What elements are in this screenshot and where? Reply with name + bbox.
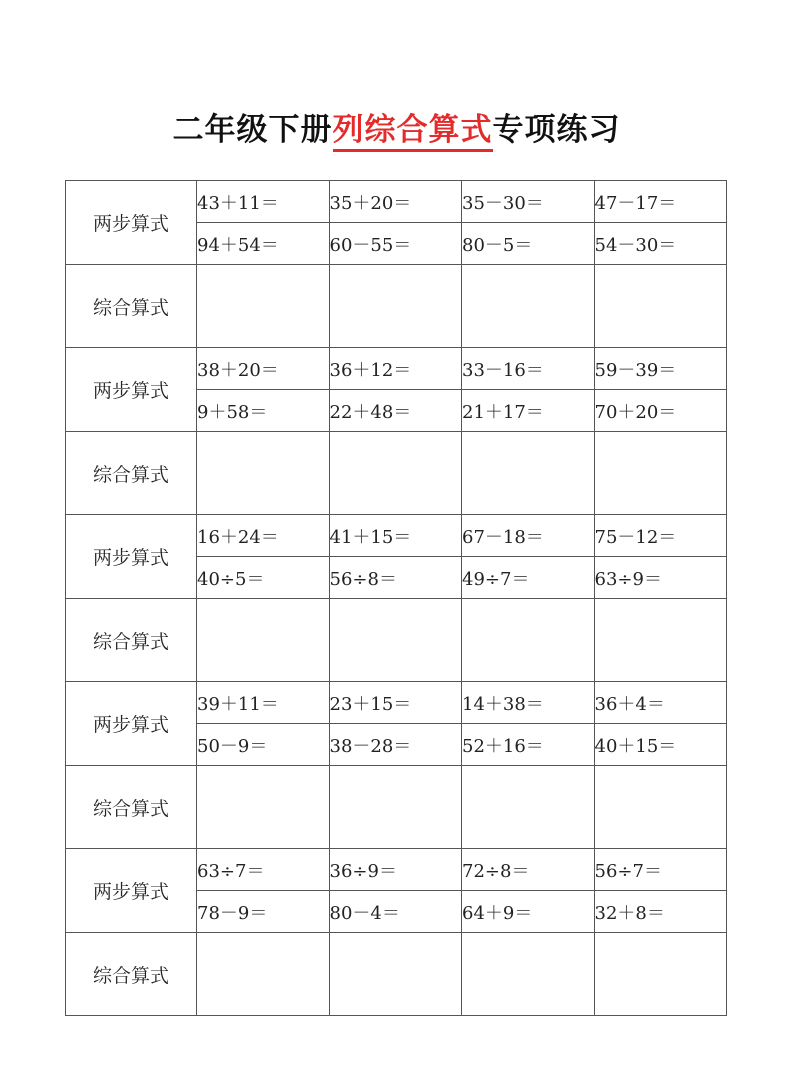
combined-row — [66, 766, 727, 849]
combined-label: 综合算式 — [66, 432, 197, 515]
answer-cell[interactable] — [594, 933, 727, 1016]
answer-cell[interactable] — [329, 599, 462, 682]
equation-cell: 39＋11＝ — [197, 682, 330, 724]
equation-cell: 94＋54＝ — [197, 223, 330, 265]
equation-cell: 49÷7＝ — [462, 557, 595, 599]
equation-cell: 63÷9＝ — [594, 557, 727, 599]
combined-label: 综合算式 — [66, 599, 197, 682]
combined-row — [66, 265, 727, 348]
answer-cell[interactable] — [594, 265, 727, 348]
answer-cell[interactable] — [594, 766, 727, 849]
two-step-row — [66, 682, 727, 724]
answer-cell[interactable] — [462, 432, 595, 515]
answer-cell[interactable] — [329, 265, 462, 348]
title-suffix: 专项练习 — [492, 112, 621, 148]
equation-cell: 56÷8＝ — [329, 557, 462, 599]
equation-cell: 21＋17＝ — [462, 390, 595, 432]
answer-cell[interactable] — [329, 933, 462, 1016]
equation-cell: 16＋24＝ — [197, 515, 330, 557]
answer-cell[interactable] — [462, 599, 595, 682]
answer-cell[interactable] — [594, 599, 727, 682]
answer-cell[interactable] — [197, 432, 330, 515]
combined-row — [66, 599, 727, 682]
answer-cell[interactable] — [197, 933, 330, 1016]
equation-cell: 50－9＝ — [197, 724, 330, 766]
two-step-row — [66, 515, 727, 557]
equation-cell: 75－12＝ — [594, 515, 727, 557]
combined-row — [66, 432, 727, 515]
answer-cell[interactable] — [462, 766, 595, 849]
equation-cell: 40÷5＝ — [197, 557, 330, 599]
two-step-row — [66, 348, 727, 390]
two-step-row — [66, 849, 727, 891]
equation-cell: 38＋20＝ — [197, 348, 330, 390]
two-step-label: 两步算式 — [66, 849, 197, 933]
combined-label: 综合算式 — [66, 265, 197, 348]
equation-cell: 47－17＝ — [594, 181, 727, 223]
equation-cell: 35－30＝ — [462, 181, 595, 223]
equation-cell: 56÷7＝ — [594, 849, 727, 891]
two-step-label: 两步算式 — [66, 348, 197, 432]
answer-cell[interactable] — [329, 766, 462, 849]
equation-cell: 36＋12＝ — [329, 348, 462, 390]
equation-cell: 72÷8＝ — [462, 849, 595, 891]
equation-cell: 70＋20＝ — [594, 390, 727, 432]
equation-cell: 67－18＝ — [462, 515, 595, 557]
equation-cell: 52＋16＝ — [462, 724, 595, 766]
combined-label: 综合算式 — [66, 766, 197, 849]
equation-cell: 40＋15＝ — [594, 724, 727, 766]
equation-cell: 23＋15＝ — [329, 682, 462, 724]
equation-cell: 22＋48＝ — [329, 390, 462, 432]
two-step-label: 两步算式 — [66, 515, 197, 599]
page-title — [0, 108, 793, 152]
equation-cell: 78－9＝ — [197, 891, 330, 933]
equation-cell: 60－55＝ — [329, 223, 462, 265]
answer-cell[interactable] — [197, 265, 330, 348]
two-step-row — [66, 181, 727, 223]
answer-cell[interactable] — [197, 766, 330, 849]
title-highlight: 列综合算式 — [333, 112, 493, 152]
two-step-label: 两步算式 — [66, 682, 197, 766]
equation-cell: 59－39＝ — [594, 348, 727, 390]
equation-cell: 35＋20＝ — [329, 181, 462, 223]
worksheet-body — [66, 181, 727, 1016]
combined-row — [66, 933, 727, 1016]
equation-cell: 41＋15＝ — [329, 515, 462, 557]
equation-cell: 64＋9＝ — [462, 891, 595, 933]
two-step-label: 两步算式 — [66, 181, 197, 265]
answer-cell[interactable] — [462, 933, 595, 1016]
title-prefix: 二年级下册 — [172, 112, 333, 148]
equation-cell: 80－4＝ — [329, 891, 462, 933]
equation-cell: 9＋58＝ — [197, 390, 330, 432]
equation-cell: 38－28＝ — [329, 724, 462, 766]
equation-cell: 43＋11＝ — [197, 181, 330, 223]
answer-cell[interactable] — [329, 432, 462, 515]
equation-cell: 36÷9＝ — [329, 849, 462, 891]
equation-cell: 33－16＝ — [462, 348, 595, 390]
answer-cell[interactable] — [594, 432, 727, 515]
equation-cell: 36＋4＝ — [594, 682, 727, 724]
equation-cell: 14＋38＝ — [462, 682, 595, 724]
answer-cell[interactable] — [462, 265, 595, 348]
equation-cell: 32＋8＝ — [594, 891, 727, 933]
combined-label: 综合算式 — [66, 933, 197, 1016]
equation-cell: 80－5＝ — [462, 223, 595, 265]
equation-cell: 54－30＝ — [594, 223, 727, 265]
worksheet-table — [65, 180, 727, 1016]
equation-cell: 63÷7＝ — [197, 849, 330, 891]
answer-cell[interactable] — [197, 599, 330, 682]
